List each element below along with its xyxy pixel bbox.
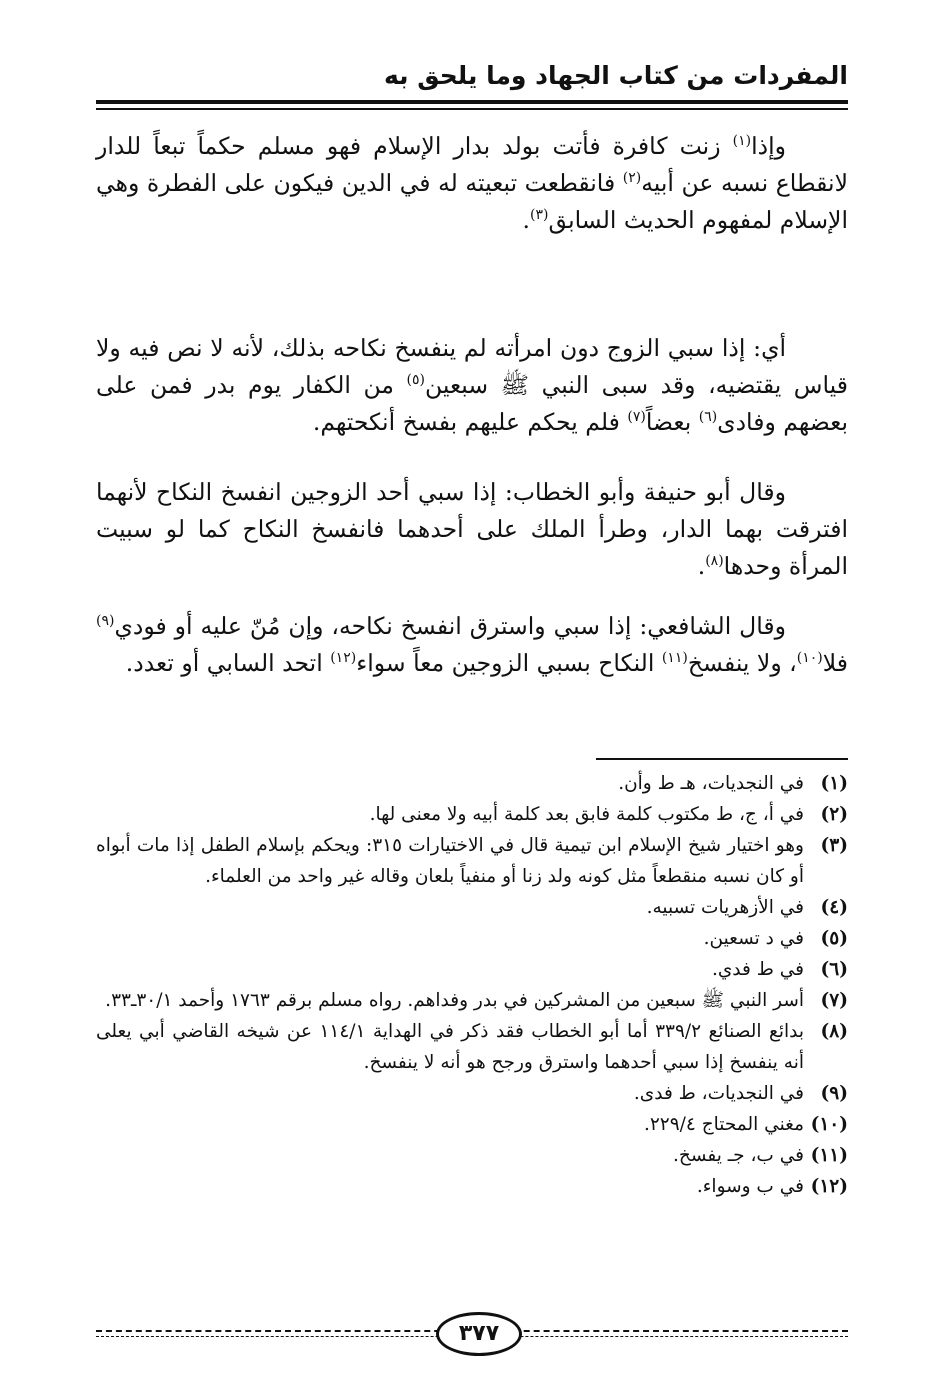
p2-text-c: بعضاً (645, 408, 699, 436)
p4-text-b: فلا (822, 649, 848, 677)
page-footer (96, 1308, 848, 1358)
p4-text-d: النكاح بسبي الزوجين معاً سواء (356, 649, 662, 677)
p4-text-c: ، ولا ينفسخ (687, 649, 797, 677)
footnote-number: (٦) (820, 959, 848, 980)
verse-heading (96, 266, 848, 306)
header-rule-thick (96, 100, 848, 104)
footnote-ref-9: (٩) (96, 613, 115, 629)
paragraph-2 (96, 330, 848, 441)
footnote-ref-3: (٣) (530, 207, 549, 223)
p1-text-a: زنت كافرة فأتت بولد بدار الإسلام فهو مسلم حكماً تبعاً للدار لانقطاع نسبه عن أبيه (96, 132, 848, 197)
footnote-text: أسر النبي ﷺ سبعين من المشركين في بدر وفداهم. رواه مسلم برقم ١٧٦٣ وأحمد ٣٠/١ـ٣٣. (105, 990, 804, 1011)
footnote-number: (١٠) (810, 1114, 848, 1135)
footnote-item (96, 768, 848, 799)
footnote-number: (٨) (820, 1021, 848, 1042)
footnote-number: (٩) (820, 1083, 848, 1104)
paragraph-1 (96, 128, 848, 239)
footnote-text: في ب، جـ يفسخ. (673, 1145, 804, 1166)
footnote-number: (٥) (820, 928, 848, 949)
footnote-item (96, 985, 848, 1016)
footnote-text: وهو اختيار شيخ الإسلام ابن تيمية قال في الاختيارات ٣١٥: ويحكم بإسلام الطفل إذا مات أبواه أو كان نسبه منقطعاً مثل كونه ولد زنا أو منفياً بلعان وقاله غير واحد من العلماء. (96, 835, 804, 887)
footnote-ref-11: (١١) (661, 650, 688, 666)
running-head-title: المفردات من كتاب الجهاد وما يلحق به (383, 61, 848, 90)
paragraph-4 (96, 608, 848, 682)
footnote-number: (٧) (820, 990, 848, 1011)
footnote-item (96, 954, 848, 985)
p1-text-b: فانقطعت تبعيته له في الدين فيكون على الفطرة وهي الإسلام لمفهوم الحديث السابق (96, 169, 848, 234)
footnote-number: (١٢) (810, 1176, 848, 1197)
footnote-item (96, 923, 848, 954)
p1-text-pre: وإذا (751, 132, 786, 160)
footnote-separator (596, 758, 848, 760)
header-rule-thin (96, 108, 848, 110)
footnote-number: (١١) (810, 1145, 848, 1166)
footnote-text: بدائع الصنائع ٣٣٩/٢ أما أبو الخطاب فقد ذكر في الهداية ١١٤/١ عن شيخه القاضي أبي يعلى أنه ينفسخ إذا سبي أحدهما واسترق ورجح هو أنه لا ينفسخ. (96, 1021, 804, 1073)
footnote-text: في النجديات، هـ ط وأن. (618, 773, 804, 794)
footnote-number: (٢) (820, 804, 848, 825)
footnote-number: (٤) (820, 897, 848, 918)
footnote-ref-12: (١٢) (330, 650, 357, 666)
p4-text-a: وقال الشافعي: إذا سبي واسترق انفسخ نكاحه، وإن مُنّ عليه أو فودي (114, 612, 786, 640)
footnote-number: (٣) (820, 835, 848, 856)
footnote-text: في النجديات، ط فدى. (633, 1083, 804, 1104)
p4-text-e: اتحد السابي أو تعدد. (125, 649, 331, 677)
footnote-text: مغني المحتاج ٢٢٩/٤. (643, 1114, 804, 1135)
p2-text-a: أي: إذا سبي الزوج دون امرأته لم ينفسخ نكاحه بذلك، لأنه لا نص فيه ولا قياس يقتضيه، وقد سبى النبي ﷺ سبعين (96, 334, 848, 399)
footnote-item (96, 1109, 848, 1140)
footnote-ref-6: (٦) (698, 409, 718, 425)
footnote-item (96, 799, 848, 830)
footnote-text: في ط فدي. (711, 959, 804, 980)
footnote-item (96, 1171, 848, 1202)
p3-text-b: . (697, 552, 706, 580)
footnote-ref-8: (٨) (705, 553, 724, 569)
footnote-item (96, 1016, 848, 1078)
footnote-ref-7: (٧) (627, 409, 646, 425)
footnote-text: في د تسعين. (703, 928, 804, 949)
footnote-number: (١) (820, 773, 848, 794)
footnote-item (96, 1078, 848, 1109)
p2-text-d: فلم يحكم عليهم بفسخ أنكحتهم. (312, 408, 628, 436)
page-number: ٣٧٧ (436, 1312, 522, 1356)
footnote-ref-10: (١٠) (796, 650, 823, 666)
footnote-text: في ب وسواء. (696, 1176, 804, 1197)
footnote-item (96, 1140, 848, 1171)
footnotes-list (96, 768, 848, 1202)
p2-text-b: من الكفار يوم بدر فمن على بعضهم وفادى (96, 371, 848, 436)
footnote-ref-5: (٥) (406, 372, 425, 388)
footnote-text: في أ، ج، ط مكتوب كلمة فابق بعد كلمة أبيه ولا معنى لها. (369, 804, 804, 825)
footnote-text: في الأزهريات تسبيه. (646, 897, 804, 918)
footnote-ref-2: (٢) (622, 170, 642, 186)
footnote-item (96, 830, 848, 892)
footnote-ref-1: (١) (732, 133, 752, 149)
footnote-item (96, 892, 848, 923)
paragraph-3 (96, 474, 848, 585)
p1-text-c: . (522, 206, 530, 234)
p3-text-a: وقال أبو حنيفة وأبو الخطاب: إذا سبي أحد الزوجين انفسخ النكاح لأنهما افترقت بهما الدار، وطرأ الملك على أحدهما فانفسخ النكاح كما لو سبيت المرأة وحدها (96, 478, 848, 580)
